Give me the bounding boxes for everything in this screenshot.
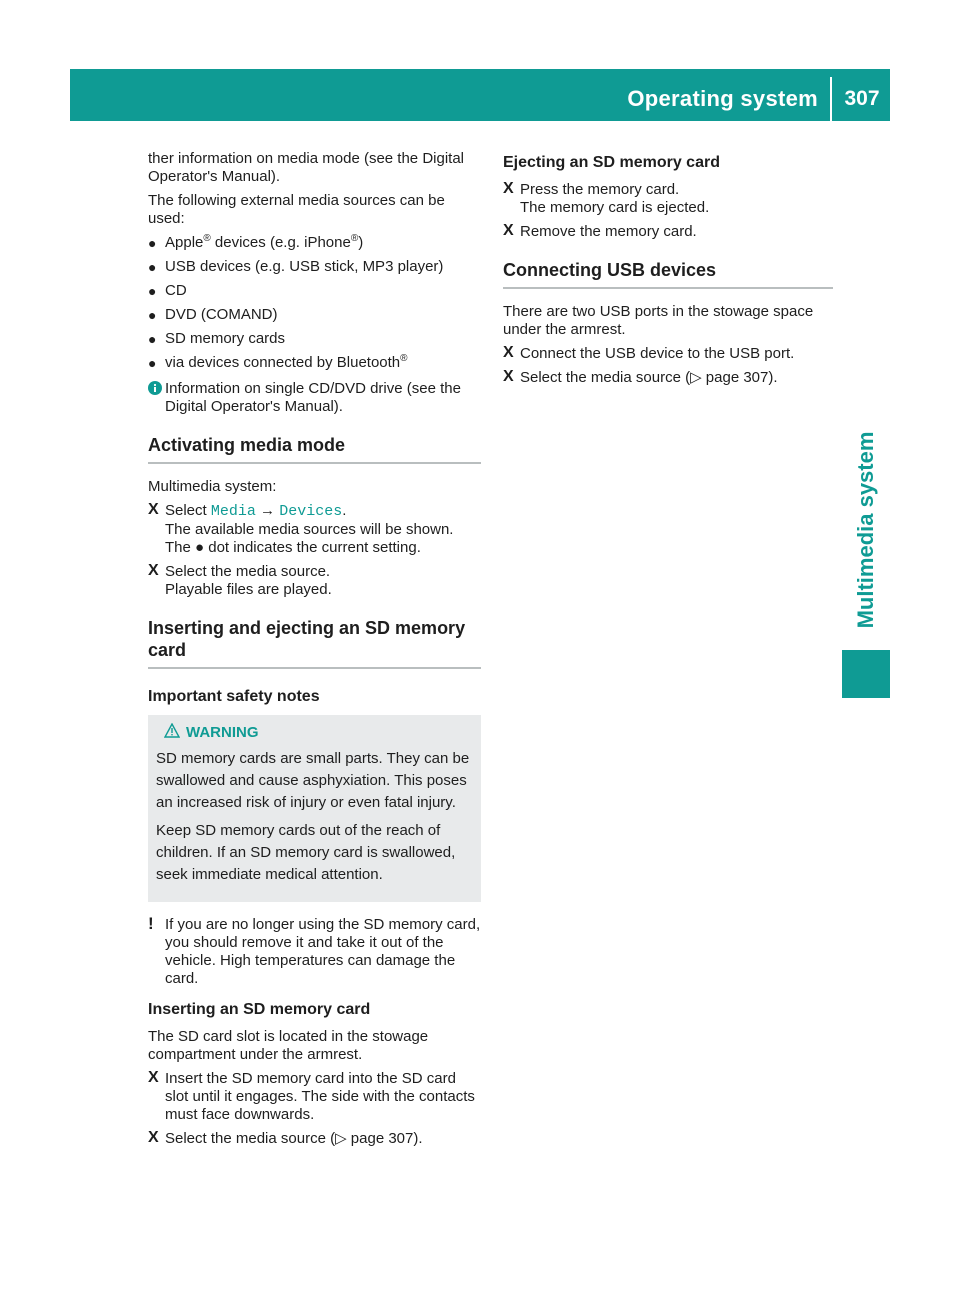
step-marker-icon: X — [503, 180, 514, 197]
heading-ejecting: Ejecting an SD memory card — [503, 154, 720, 171]
multimedia-label: Multimedia system: — [148, 478, 277, 495]
chapter-tab-label: Multimedia system — [853, 431, 878, 629]
step-item: X Insert the SD memory card into the SD card slot until it engages. The side with the contacts must face downwards. — [148, 1069, 475, 1123]
list-item: ● DVD (COMAND) — [148, 306, 278, 323]
step-item: X Remove the memory card. — [503, 222, 697, 240]
step-item: X Select the media source (▷ page 307). — [503, 368, 778, 386]
list-item: ● SD memory cards — [148, 330, 286, 347]
warning-box — [148, 715, 481, 902]
heading-insert-eject: Inserting and ejecting an SD memory card — [148, 617, 481, 669]
chapter-tab — [842, 415, 890, 645]
step-marker-icon: X — [148, 501, 159, 518]
left-column — [148, 150, 481, 1154]
intro-paragraph: ther information on media mode (see the Digital Operator's Manual). — [148, 150, 464, 185]
step-marker-icon: X — [148, 1129, 159, 1146]
list-item: ● USB devices (e.g. USB stick, MP3 player) — [148, 258, 444, 275]
header-bar — [70, 69, 890, 121]
heading-usb: Connecting USB devices — [503, 259, 833, 289]
step-marker-icon: X — [503, 368, 514, 385]
sources-intro: The following external media sources can be used: — [148, 192, 445, 227]
exclamation-icon: ! — [148, 914, 154, 933]
info-note: Information on single CD/DVD drive (see the Digital Operator's Manual). — [148, 380, 481, 416]
warning-label: WARNING — [186, 724, 259, 741]
slot-location: The SD card slot is located in the stowage compartment under the armrest. — [148, 1028, 429, 1063]
usb-intro: There are two USB ports in the stowage space under the armrest. — [503, 303, 814, 338]
heading-activating: Activating media mode — [148, 434, 481, 464]
list-item: ● CD — [148, 282, 187, 299]
bullet-icon: ● — [148, 235, 157, 251]
section-title: Operating system — [627, 86, 818, 111]
step-item: X Select the media source. Playable files are played. — [148, 562, 332, 598]
warning-triangle-icon — [164, 723, 180, 742]
caution-note: ! If you are no longer using the SD memory card, you should remove it and take it out of the vehicle. High temperatures can damage the card. — [148, 914, 481, 987]
warning-text: SD memory cards are small parts. They can be swallowed and cause asphyxiation. This poses an increased risk of injury or even fatal injury. — [156, 750, 470, 811]
step-marker-icon: X — [148, 1069, 159, 1086]
dot-icon: ● — [195, 539, 205, 556]
header-separator — [830, 77, 832, 121]
menu-media: Media — [210, 503, 256, 520]
bullet-icon: ● — [148, 259, 157, 275]
list-item: ● via devices connected by Bluetooth® — [148, 353, 408, 371]
step-item: X Connect the USB device to the USB port. — [503, 344, 795, 362]
bullet-icon: ● — [148, 331, 157, 347]
menu-devices: Devices — [279, 503, 343, 520]
step-item: X Select Media → Devices. The available media sources will be shown. The ● dot indicates the current setting. — [148, 501, 454, 556]
list-item: ● Apple® devices (e.g. iPhone®) — [148, 233, 364, 251]
page-number: 307 — [844, 87, 880, 110]
step-marker-icon: X — [148, 562, 159, 579]
step-item: X Press the memory card. The memory card is ejected. — [503, 180, 710, 216]
bullet-icon: ● — [148, 307, 157, 323]
step-item: X Select the media source (▷ page 307). — [148, 1129, 423, 1147]
heading-inserting: Inserting an SD memory card — [148, 1001, 371, 1018]
info-icon — [148, 381, 162, 400]
step-marker-icon: X — [503, 344, 514, 361]
step-marker-icon: X — [503, 222, 514, 239]
chapter-marker — [842, 650, 890, 698]
bullet-icon: ● — [148, 355, 157, 371]
heading-safety: Important safety notes — [148, 688, 320, 705]
right-column — [503, 150, 833, 393]
bullet-icon: ● — [148, 283, 157, 299]
warning-text: Keep SD memory cards out of the reach of children. If an SD memory card is swallowed, seek immediate medical attention. — [156, 822, 456, 883]
